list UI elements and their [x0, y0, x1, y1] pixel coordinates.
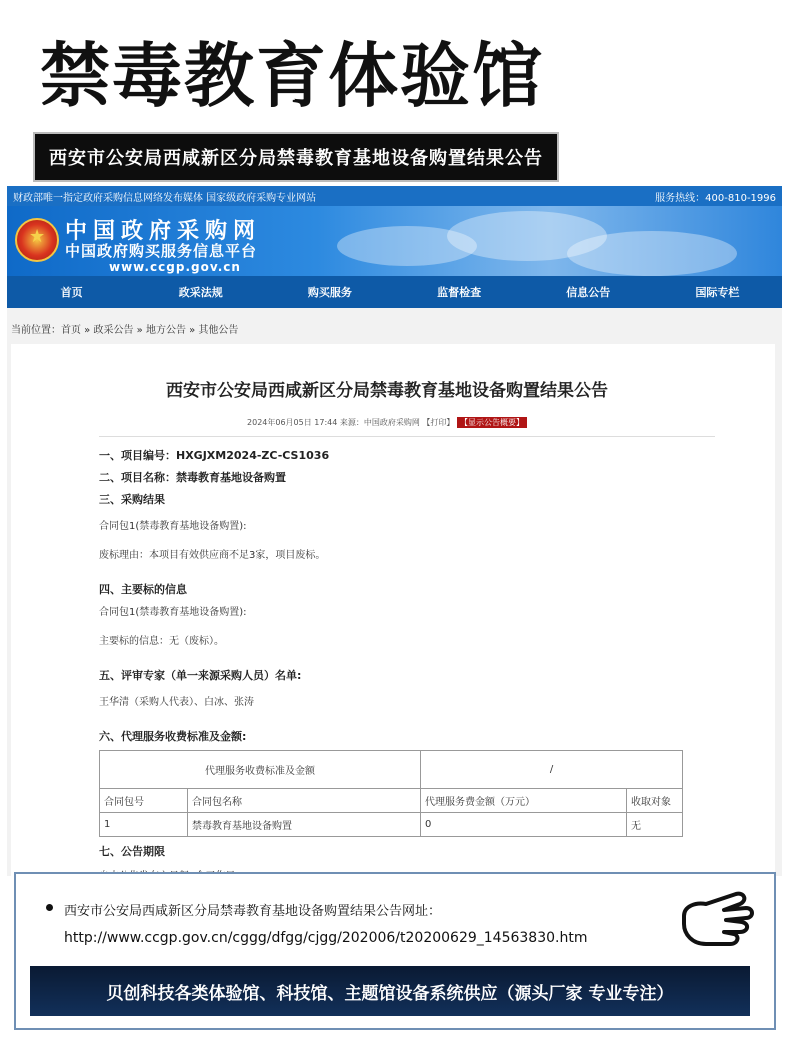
site-header: [7, 206, 782, 276]
section-heading: 七、公告期限: [99, 845, 165, 858]
source-url-link[interactable]: http://www.ccgp.gov.cn/cggg/dfgg/cjgg/202006/t20200629_14563830.htm: [64, 930, 588, 946]
paragraph: 合同包1(禁毒教育基地设备购置):: [99, 521, 247, 532]
show-summary-button[interactable]: 【显示公告概要】: [457, 417, 527, 428]
nav-supervision[interactable]: 监督检查: [437, 286, 482, 299]
site-logo-subtitle: 中国政府购买服务信息平台: [65, 242, 258, 260]
fee-table: [99, 750, 683, 837]
paragraph: 合同包1(禁毒教育基地设备购置):: [99, 607, 247, 618]
main-nav: [7, 276, 782, 308]
national-emblem-icon: [15, 218, 59, 262]
article-content: [11, 344, 775, 884]
article-meta: [59, 417, 715, 428]
site-logo-title[interactable]: 中国政府采购网: [65, 219, 262, 244]
article-title: 西安市公安局西咸新区分局禁毒教育基地设备购置结果公告: [166, 381, 608, 401]
table-cell: 无: [627, 813, 683, 837]
table-row: [100, 813, 683, 837]
table-header-cell: 合同包名称: [188, 789, 421, 813]
table-header-cell: 收取对象: [627, 789, 683, 813]
topbar-slogan: 财政部唯一指定政府采购信息网络发布媒体 国家级政府采购专业网站: [13, 192, 317, 204]
section-heading: 三、采购结果: [99, 493, 165, 506]
table-cell: 1: [100, 813, 188, 837]
bullet-icon: [46, 904, 53, 911]
section-heading: 五、评审专家（单一来源采购人员）名单:: [99, 669, 302, 682]
project-name: 二、项目名称：禁毒教育基地设备购置: [99, 471, 286, 484]
table-header-cell: 代理服务费金额（万元）: [421, 789, 627, 813]
site-logo-url: www.ccgp.gov.cn: [109, 260, 241, 274]
article-date-source: 2024年06月05日 17:44 来源：中国政府采购网 【打印】: [247, 418, 455, 427]
divider: [99, 436, 715, 437]
site-topbar: [7, 186, 782, 206]
table-cell: 禁毒教育基地设备购置: [188, 813, 421, 837]
paragraph: 主要标的信息：无（废标）。: [99, 636, 224, 647]
website-screenshot: [7, 186, 782, 876]
service-hotline: 服务热线：400-810-1996: [655, 192, 776, 204]
table-cell: 代理服务收费标准及金额: [100, 751, 421, 789]
page-title: 禁毒教育体验馆: [40, 35, 544, 117]
paragraph: 废标理由：本项目有效供应商不足3家，项目废标。: [99, 550, 326, 561]
nav-international[interactable]: 国际专栏: [695, 286, 740, 299]
supplier-ad-banner: 贝创科技各类体验馆、科技馆、主题馆设备系统供应（源头厂家 专业专注）: [30, 966, 750, 1016]
table-row: [100, 751, 683, 789]
source-url-box: [14, 872, 776, 1030]
table-cell: /: [421, 751, 683, 789]
cloud-decoration: [567, 231, 737, 276]
paragraph: 王华清（采购人代表）、白冰、张涛: [99, 697, 254, 708]
section-heading: 四、主要标的信息: [99, 583, 187, 596]
section-heading: 六、代理服务收费标准及金额:: [99, 730, 247, 743]
nav-announcements[interactable]: 信息公告: [566, 286, 611, 299]
notice-banner: 西安市公安局西咸新区分局禁毒教育基地设备购置结果公告: [33, 132, 559, 182]
breadcrumb[interactable]: 当前位置：首页 » 政采公告 » 地方公告 » 其他公告: [11, 324, 239, 336]
project-number: 一、项目编号：HXGJXM2024-ZC-CS1036: [99, 449, 330, 462]
nav-regulations[interactable]: 政采法规: [178, 286, 223, 299]
table-cell: 0: [421, 813, 627, 837]
source-url-label: 西安市公安局西咸新区分局禁毒教育基地设备购置结果公告网址：: [64, 904, 442, 919]
table-header-cell: 合同包号: [100, 789, 188, 813]
pointing-hand-icon: [676, 888, 756, 948]
nav-home[interactable]: 首页: [60, 286, 83, 299]
table-row: [100, 789, 683, 813]
nav-purchase-services[interactable]: 购买服务: [307, 286, 352, 299]
